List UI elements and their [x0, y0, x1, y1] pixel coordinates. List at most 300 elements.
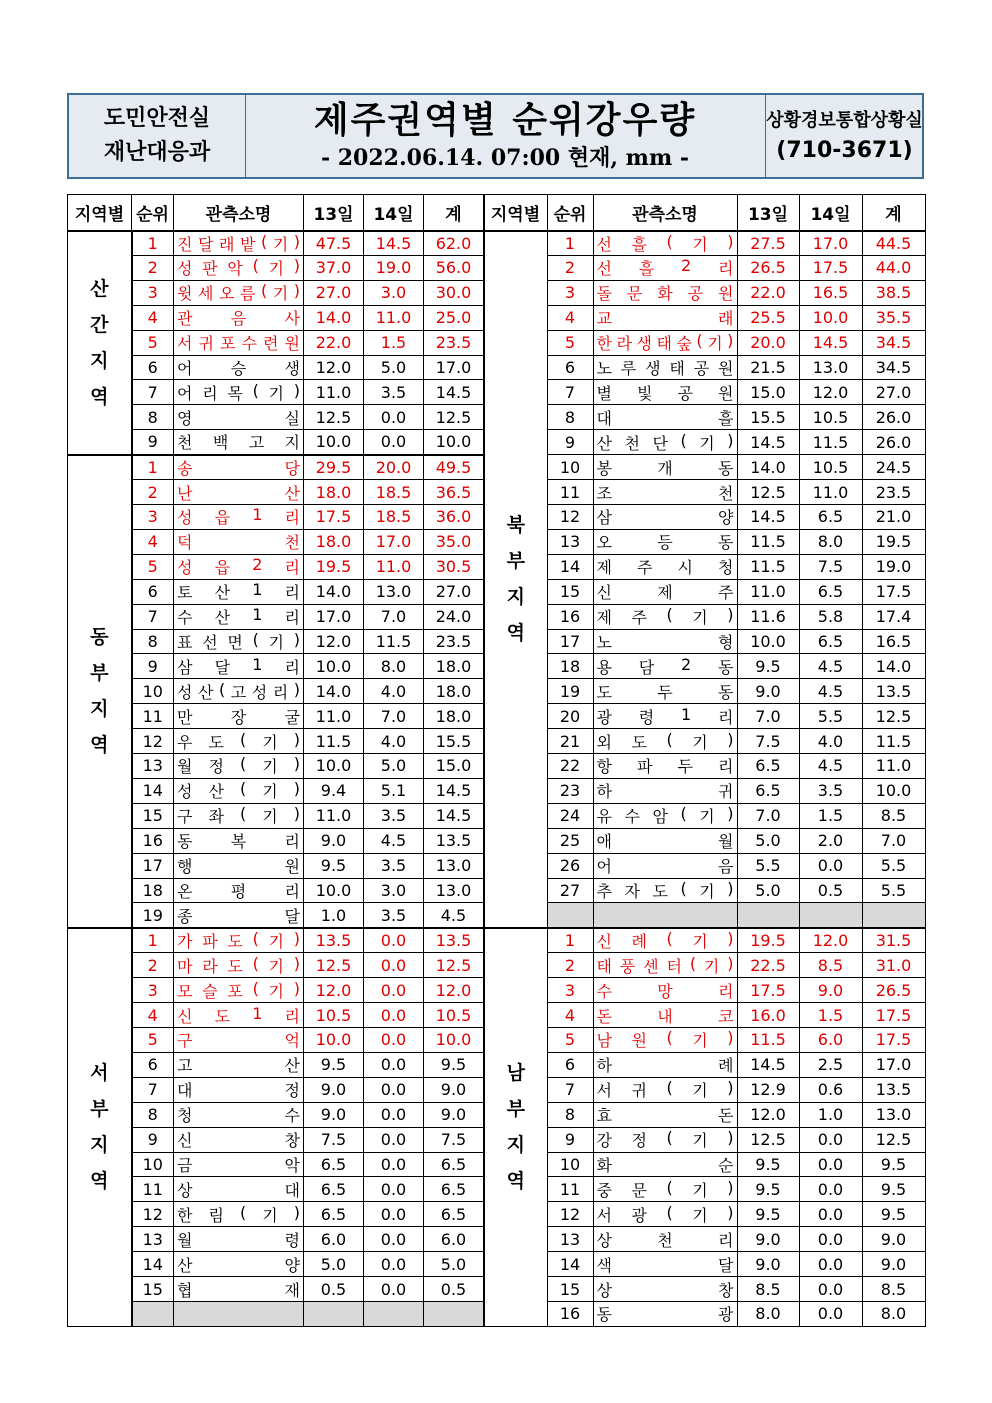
- day13-cell: 20.0: [737, 330, 799, 355]
- total-cell: 56.0: [424, 255, 484, 280]
- station-name-text: 남 원 ( 기 ): [596, 1028, 734, 1051]
- station-cell: [174, 878, 304, 903]
- day13-cell: 9.5: [304, 853, 364, 878]
- region-char: 산: [90, 277, 109, 300]
- day13-cell: 5.0: [737, 878, 799, 903]
- station-name-text: 애 월: [596, 832, 734, 852]
- table-row: [484, 704, 925, 729]
- region-cell: [68, 928, 132, 1327]
- station-name-text: 항 파 두 리: [596, 757, 734, 777]
- total-cell: 44.5: [862, 231, 925, 256]
- rank-cell: 5: [132, 330, 174, 355]
- day13-cell: 10.0: [304, 754, 364, 779]
- station-cell: [174, 529, 304, 554]
- rank-cell: 4: [132, 529, 174, 554]
- total-cell: 9.0: [424, 1102, 484, 1127]
- station-name-text: 성 산 ( 고 성 리 ): [177, 679, 300, 702]
- station-cell: [174, 280, 304, 305]
- table-row: [484, 1003, 925, 1028]
- rank-cell: 23: [547, 778, 593, 803]
- table-row: [484, 280, 925, 305]
- station-cell: [174, 405, 304, 430]
- day13-cell: 25.5: [737, 305, 799, 330]
- col-day14: 14일: [799, 195, 862, 231]
- rank-cell: 6: [132, 579, 174, 604]
- region-char: 부: [506, 550, 525, 573]
- station-name-text: 송 당: [177, 458, 300, 478]
- rank-cell: 22: [547, 754, 593, 779]
- station-name-text: 월 정 ( 기 ): [177, 754, 300, 777]
- station-name-text: 오 등 동: [596, 533, 734, 553]
- station-cell: [174, 579, 304, 604]
- day14-cell: 10.5: [799, 405, 862, 430]
- station-name-text: 모 슬 포 ( 기 ): [177, 978, 300, 1001]
- day14-cell: 0.0: [364, 1028, 424, 1053]
- day14-cell: 10.0: [799, 305, 862, 330]
- day14-cell: 18.5: [364, 480, 424, 505]
- page-subtitle: - 2022.06.14. 07:00 현재, mm -: [320, 145, 690, 171]
- total-cell: 11.5: [862, 729, 925, 754]
- station-name-text: 관 음 사: [177, 309, 300, 329]
- day14-cell: 0.0: [799, 1252, 862, 1277]
- empty-cell: [799, 903, 862, 928]
- rank-cell: 12: [132, 1202, 174, 1227]
- empty-cell: [304, 1301, 364, 1326]
- station-cell: [174, 355, 304, 380]
- day14-cell: 4.0: [364, 679, 424, 704]
- day14-cell: 0.0: [799, 1301, 862, 1326]
- total-cell: 8.5: [862, 803, 925, 828]
- day14-cell: 17.0: [799, 231, 862, 256]
- total-cell: 19.0: [862, 554, 925, 579]
- day13-cell: 8.0: [737, 1301, 799, 1326]
- station-cell: [593, 380, 737, 405]
- total-cell: 25.0: [424, 305, 484, 330]
- table-row: [484, 778, 925, 803]
- table-row: [484, 1152, 925, 1177]
- day14-cell: 5.0: [364, 754, 424, 779]
- total-cell: 36.5: [424, 480, 484, 505]
- total-cell: 19.5: [862, 529, 925, 554]
- station-cell: [593, 554, 737, 579]
- rank-cell: 14: [547, 1252, 593, 1277]
- station-name-text: 한 림 ( 기 ): [177, 1202, 300, 1225]
- day14-cell: 0.0: [799, 853, 862, 878]
- day13-cell: 15.0: [737, 380, 799, 405]
- table-row: [484, 579, 925, 604]
- day14-cell: 0.0: [364, 430, 424, 455]
- station-name-text: 행 원: [177, 857, 300, 877]
- rank-cell: 9: [547, 1127, 593, 1152]
- station-cell: [174, 1052, 304, 1077]
- station-cell: [174, 1152, 304, 1177]
- station-name-text: 광 령 1 리: [596, 704, 734, 727]
- total-cell: 4.5: [424, 903, 484, 928]
- station-cell: [593, 1301, 737, 1326]
- station-cell: [174, 604, 304, 629]
- station-name-text: 청 수: [177, 1106, 300, 1126]
- rank-cell: 20: [547, 704, 593, 729]
- day13-cell: 12.0: [304, 629, 364, 654]
- station-name-text: 대 흘: [596, 408, 734, 428]
- rank-cell: 8: [132, 629, 174, 654]
- total-cell: 10.0: [862, 778, 925, 803]
- total-cell: 17.0: [424, 355, 484, 380]
- table-row: [484, 455, 925, 480]
- station-cell: [174, 1227, 304, 1252]
- total-cell: 13.0: [424, 853, 484, 878]
- day13-cell: 11.0: [304, 803, 364, 828]
- station-name-text: 상 창: [596, 1280, 734, 1300]
- station-name-text: 성 판 악 ( 기 ): [177, 256, 300, 279]
- total-cell: 23.5: [424, 330, 484, 355]
- rank-cell: 14: [132, 1252, 174, 1277]
- station-cell: [593, 1028, 737, 1053]
- region-char: 역: [90, 385, 109, 408]
- station-name-text: 강 정 ( 기 ): [596, 1128, 734, 1151]
- day14-cell: 0.5: [799, 878, 862, 903]
- rank-cell: 4: [547, 305, 593, 330]
- rank-cell: 2: [132, 953, 174, 978]
- day13-cell: 1.0: [304, 903, 364, 928]
- table-row: [484, 679, 925, 704]
- table-row: [484, 529, 925, 554]
- station-cell: [174, 1277, 304, 1302]
- day14-cell: 3.5: [799, 778, 862, 803]
- rank-cell: 1: [547, 928, 593, 953]
- day14-cell: 0.0: [799, 1152, 862, 1177]
- day14-cell: 5.8: [799, 604, 862, 629]
- total-cell: 30.5: [424, 554, 484, 579]
- station-cell: [174, 380, 304, 405]
- region-char: 부: [506, 1098, 525, 1121]
- day13-cell: 19.5: [737, 928, 799, 953]
- day13-cell: 11.0: [737, 579, 799, 604]
- total-cell: 12.5: [862, 1127, 925, 1152]
- day13-cell: 12.5: [304, 405, 364, 430]
- day14-cell: 17.0: [364, 529, 424, 554]
- table-row: [484, 604, 925, 629]
- rank-cell: 10: [547, 1152, 593, 1177]
- col-day13: 13일: [737, 195, 799, 231]
- day14-cell: 0.0: [364, 1277, 424, 1302]
- station-name-text: 성 읍 1 리: [177, 505, 300, 528]
- station-cell: [593, 1227, 737, 1252]
- rank-cell: 5: [547, 330, 593, 355]
- station-cell: [593, 579, 737, 604]
- col-total: 계: [424, 195, 484, 231]
- table-row: [484, 828, 925, 853]
- day14-cell: 0.0: [364, 1227, 424, 1252]
- day14-cell: 0.0: [799, 1127, 862, 1152]
- station-name-text: 서 귀 포 수 련 원: [177, 334, 300, 354]
- total-cell: 13.5: [424, 928, 484, 953]
- total-cell: 24.0: [424, 604, 484, 629]
- empty-cell: [132, 1301, 174, 1326]
- rank-cell: 15: [132, 803, 174, 828]
- total-cell: 6.5: [424, 1152, 484, 1177]
- station-cell: [593, 953, 737, 978]
- day14-cell: 0.0: [364, 1252, 424, 1277]
- rank-cell: 13: [547, 529, 593, 554]
- rank-cell: 5: [132, 554, 174, 579]
- station-name-text: 대 정: [177, 1081, 300, 1101]
- rank-cell: 8: [547, 1102, 593, 1127]
- day13-cell: 6.5: [304, 1177, 364, 1202]
- station-cell: [174, 1028, 304, 1053]
- station-cell: [593, 1003, 737, 1028]
- region-char: 부: [90, 662, 109, 685]
- day14-cell: 11.5: [364, 629, 424, 654]
- total-cell: 36.0: [424, 504, 484, 529]
- day13-cell: 7.0: [737, 803, 799, 828]
- station-name-text: 삼 양: [596, 508, 734, 528]
- station-cell: [593, 803, 737, 828]
- day14-cell: 3.5: [364, 380, 424, 405]
- total-cell: 5.5: [862, 878, 925, 903]
- station-cell: [174, 754, 304, 779]
- rank-cell: 1: [132, 928, 174, 953]
- day13-cell: 7.0: [737, 704, 799, 729]
- station-cell: [174, 1003, 304, 1028]
- empty-cell: [862, 903, 925, 928]
- day13-cell: 11.0: [304, 380, 364, 405]
- table-row: [484, 355, 925, 380]
- rank-cell: 11: [132, 1177, 174, 1202]
- station-name-text: 동 복 리: [177, 832, 300, 852]
- station-name-text: 성 읍 2 리: [177, 555, 300, 578]
- total-cell: 44.0: [862, 255, 925, 280]
- day14-cell: 0.0: [364, 953, 424, 978]
- day14-cell: 11.0: [799, 480, 862, 505]
- rank-cell: 24: [547, 803, 593, 828]
- day14-cell: 11.0: [364, 305, 424, 330]
- day14-cell: 3.5: [364, 853, 424, 878]
- rank-cell: 6: [547, 355, 593, 380]
- day14-cell: 0.0: [364, 1052, 424, 1077]
- station-name-text: 선 흘 2 리: [596, 256, 734, 279]
- station-name-text: 수 망 리: [596, 981, 734, 1001]
- total-cell: 9.5: [424, 1052, 484, 1077]
- station-name-text: 진 달 래 밭 ( 기 ): [177, 231, 300, 254]
- total-cell: 18.0: [424, 654, 484, 679]
- rank-cell: 16: [547, 1301, 593, 1326]
- day13-cell: 9.0: [737, 1252, 799, 1277]
- table-row: [484, 380, 925, 405]
- total-cell: 9.0: [424, 1077, 484, 1102]
- station-cell: [593, 604, 737, 629]
- day14-cell: 0.0: [799, 1202, 862, 1227]
- day14-cell: 8.0: [364, 654, 424, 679]
- station-cell: [174, 504, 304, 529]
- station-cell: [593, 978, 737, 1003]
- day14-cell: 6.5: [799, 504, 862, 529]
- station-cell: [593, 1277, 737, 1302]
- day14-cell: 4.5: [799, 754, 862, 779]
- day14-cell: 0.0: [364, 1152, 424, 1177]
- table-row: [484, 1301, 925, 1326]
- station-cell: [593, 828, 737, 853]
- station-name-text: 신 례 ( 기 ): [596, 929, 734, 952]
- day13-cell: 7.5: [304, 1127, 364, 1152]
- day13-cell: 14.5: [737, 504, 799, 529]
- col-rank: 순위: [132, 195, 174, 231]
- day14-cell: 0.0: [364, 1003, 424, 1028]
- day14-cell: 12.0: [799, 380, 862, 405]
- day14-cell: 0.0: [799, 1227, 862, 1252]
- station-cell: [593, 1177, 737, 1202]
- station-cell: [174, 953, 304, 978]
- rank-cell: 19: [547, 679, 593, 704]
- day13-cell: 9.5: [304, 1052, 364, 1077]
- day13-cell: 10.0: [304, 1028, 364, 1053]
- table-row: [484, 430, 925, 455]
- rank-cell: 13: [132, 754, 174, 779]
- rank-cell: 16: [132, 828, 174, 853]
- rank-cell: 14: [132, 778, 174, 803]
- station-cell: [593, 455, 737, 480]
- day13-cell: 6.5: [304, 1152, 364, 1177]
- total-cell: 17.4: [862, 604, 925, 629]
- rank-cell: 10: [547, 455, 593, 480]
- table-row: [484, 405, 925, 430]
- rank-cell: 17: [547, 629, 593, 654]
- station-name-text: 상 대: [177, 1180, 300, 1200]
- contact-box: [765, 95, 923, 177]
- rank-cell: 18: [547, 654, 593, 679]
- day13-cell: 11.0: [304, 704, 364, 729]
- total-cell: 31.5: [862, 928, 925, 953]
- region-char: 지: [506, 1134, 525, 1157]
- day14-cell: 2.0: [799, 828, 862, 853]
- day13-cell: 11.5: [737, 1028, 799, 1053]
- rank-cell: 6: [132, 1052, 174, 1077]
- region-cell: [484, 231, 547, 928]
- rank-cell: 15: [547, 1277, 593, 1302]
- station-name-text: 구 억: [177, 1031, 300, 1051]
- col-region: 지역별: [484, 195, 547, 231]
- day13-cell: 22.0: [304, 330, 364, 355]
- station-cell: [174, 231, 304, 256]
- station-name-text: 윗 세 오 름 ( 기 ): [177, 281, 300, 304]
- station-name-text: 태 풍 센 터 ( 기 ): [596, 953, 734, 976]
- day13-cell: 27.5: [737, 231, 799, 256]
- station-name-text: 추 자 도 ( 기 ): [596, 879, 734, 902]
- total-cell: 10.0: [424, 1028, 484, 1053]
- empty-cell: [174, 1301, 304, 1326]
- station-name-text: 상 천 리: [596, 1230, 734, 1250]
- day13-cell: 9.0: [737, 679, 799, 704]
- empty-cell: [424, 1301, 484, 1326]
- station-cell: [593, 928, 737, 953]
- station-name-text: 유 수 암 ( 기 ): [596, 804, 734, 827]
- station-cell: [174, 803, 304, 828]
- station-cell: [174, 853, 304, 878]
- col-day14: 14일: [364, 195, 424, 231]
- rank-cell: 5: [132, 1028, 174, 1053]
- col-rank: 순위: [547, 195, 593, 231]
- station-cell: [174, 654, 304, 679]
- rank-cell: 7: [547, 1077, 593, 1102]
- station-cell: [593, 704, 737, 729]
- day13-cell: 16.0: [737, 1003, 799, 1028]
- table-header-row: [484, 195, 925, 231]
- total-cell: 12.0: [424, 978, 484, 1003]
- region-cell: [68, 455, 132, 928]
- department-box: [69, 95, 246, 177]
- region-char: 지: [90, 1134, 109, 1157]
- rank-cell: 4: [132, 305, 174, 330]
- rank-cell: 8: [132, 1102, 174, 1127]
- day13-cell: 12.0: [304, 978, 364, 1003]
- day13-cell: 5.0: [304, 1252, 364, 1277]
- total-cell: 18.0: [424, 679, 484, 704]
- day13-cell: 19.5: [304, 554, 364, 579]
- total-cell: 9.5: [862, 1152, 925, 1177]
- empty-row: [484, 903, 925, 928]
- station-name-text: 난 산: [177, 483, 300, 503]
- station-name-text: 덕 천: [177, 533, 300, 553]
- region-char: 역: [506, 622, 525, 645]
- day13-cell: 9.0: [304, 828, 364, 853]
- day13-cell: 10.5: [304, 1003, 364, 1028]
- rank-cell: 25: [547, 828, 593, 853]
- rank-cell: 7: [132, 380, 174, 405]
- station-name-text: 표 선 면 ( 기 ): [177, 629, 300, 652]
- station-cell: [593, 1252, 737, 1277]
- day13-cell: 12.0: [304, 355, 364, 380]
- station-name-text: 교 래: [596, 309, 734, 329]
- day14-cell: 0.6: [799, 1077, 862, 1102]
- station-name-text: 돌 문 화 공 원: [596, 284, 734, 304]
- total-cell: 9.5: [862, 1177, 925, 1202]
- total-cell: 13.5: [862, 1077, 925, 1102]
- empty-cell: [737, 903, 799, 928]
- day14-cell: 0.0: [364, 1127, 424, 1152]
- day14-cell: 7.0: [364, 704, 424, 729]
- table-row: [484, 1102, 925, 1127]
- table-row: [484, 629, 925, 654]
- station-name-text: 협 재: [177, 1280, 300, 1300]
- station-cell: [593, 729, 737, 754]
- day14-cell: 11.5: [799, 430, 862, 455]
- region-char: 부: [90, 1098, 109, 1121]
- station-name-text: 고 산: [177, 1056, 300, 1076]
- total-cell: 10.0: [424, 430, 484, 455]
- day13-cell: 29.5: [304, 455, 364, 480]
- station-cell: [174, 1077, 304, 1102]
- table-row: [484, 803, 925, 828]
- col-station: 관측소명: [593, 195, 737, 231]
- total-cell: 6.5: [424, 1177, 484, 1202]
- total-cell: 17.0: [862, 1052, 925, 1077]
- station-name-text: 동 광: [596, 1305, 734, 1325]
- day13-cell: 12.9: [737, 1077, 799, 1102]
- rank-cell: 14: [547, 554, 593, 579]
- page-title: 제주권역별 순위강우량: [313, 100, 697, 141]
- station-name-text: 산 천 단 ( 기 ): [596, 430, 734, 453]
- station-name-text: 봉 개 동: [596, 458, 734, 478]
- region-char: 지: [90, 698, 109, 721]
- total-cell: 9.0: [862, 1252, 925, 1277]
- total-cell: 18.0: [424, 704, 484, 729]
- division-name: 재난대응과: [103, 140, 211, 165]
- day13-cell: 7.5: [737, 729, 799, 754]
- title-box: [245, 95, 765, 177]
- day14-cell: 20.0: [364, 455, 424, 480]
- rainfall-table-right: [483, 194, 926, 1327]
- rank-cell: 12: [547, 1202, 593, 1227]
